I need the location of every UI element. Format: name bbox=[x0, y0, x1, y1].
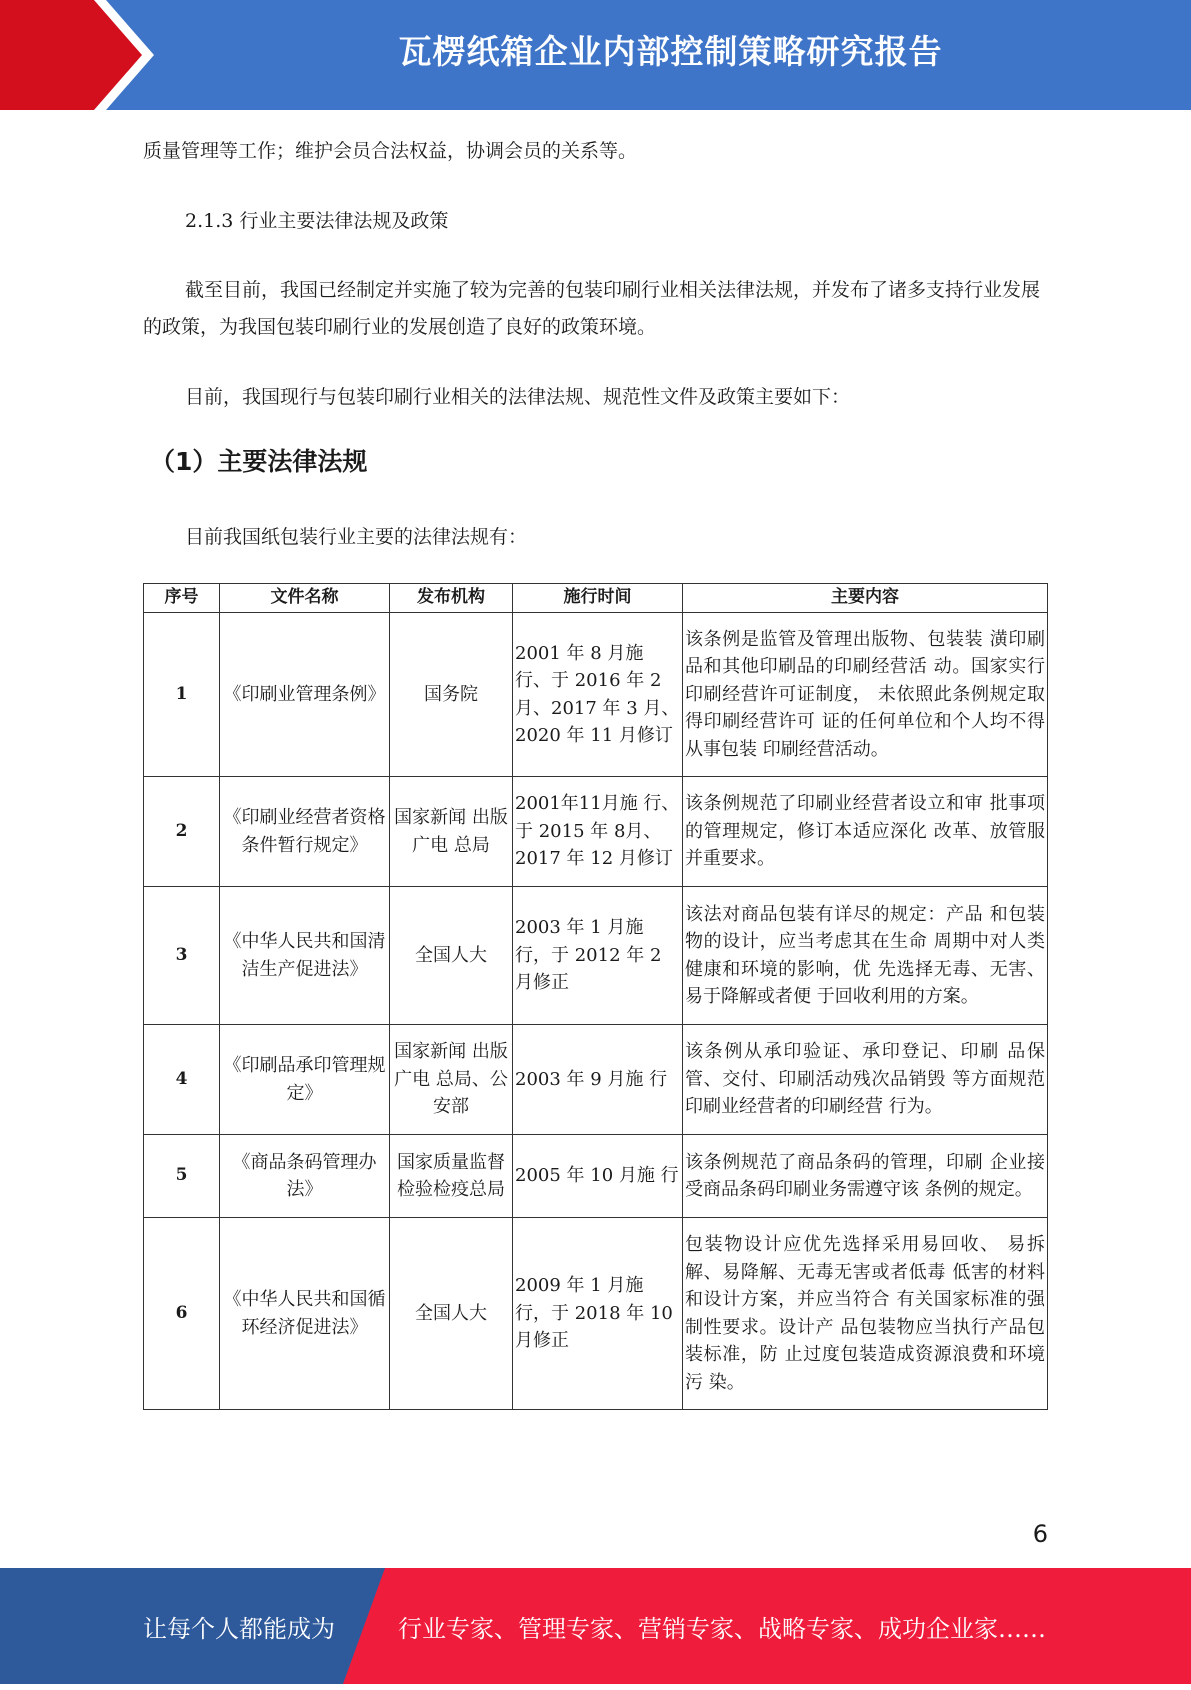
table-row bbox=[144, 1135, 1048, 1218]
subsection-heading: 2.1.3 行业主要法律法规及政策 bbox=[185, 210, 449, 232]
issuer: 国家新闻 出版广电 总局 bbox=[390, 777, 513, 887]
table-row bbox=[144, 1218, 1048, 1410]
row-number: 4 bbox=[144, 1025, 220, 1135]
table-row bbox=[144, 777, 1048, 887]
paragraph-continuation: 质量管理等工作；维护会员合法权益，协调会员的关系等。 bbox=[143, 140, 638, 162]
table-row bbox=[144, 613, 1048, 777]
main-content: 该法对商品包装有详尽的规定：产品 和包装物的设计，应当考虑其在生命 周期中对人类健康和环境的影响，优 先选择无毒、无害、易于降解或者便 于回收利用的方案。 bbox=[683, 887, 1048, 1025]
row-number: 2 bbox=[144, 777, 220, 887]
effective-date: 2001年11月施 行、于 2015 年 8月、2017 年 12 月修订 bbox=[513, 777, 683, 887]
issuer: 全国人大 bbox=[390, 1218, 513, 1410]
header-effective-date: 施行时间 bbox=[513, 584, 683, 613]
paragraph-table-intro: 目前我国纸包装行业主要的法律法规有： bbox=[185, 526, 528, 548]
main-content: 该条例是监管及管理出版物、包装装 潢印刷品和其他印刷品的印刷经营活 动。国家实行印刷经营许可证制度， 未依照此条例规定取得印刷经营许可 证的任何单位和个人均不得从事包装 印刷经营活动。 bbox=[683, 613, 1048, 777]
doc-name: 《印刷业管理条例》 bbox=[220, 613, 390, 777]
issuer: 国务院 bbox=[390, 613, 513, 777]
doc-name: 《中华人民共和国清洁生产促进法》 bbox=[220, 887, 390, 1025]
effective-date: 2009 年 1 月施 行，于 2018 年 10 月修正 bbox=[513, 1218, 683, 1410]
effective-date: 2001 年 8 月施 行、于 2016 年 2 月、2017 年 3 月、2020 年 11 月修订 bbox=[513, 613, 683, 777]
row-number: 6 bbox=[144, 1218, 220, 1410]
header-main-content: 主要内容 bbox=[683, 584, 1048, 613]
row-number: 3 bbox=[144, 887, 220, 1025]
page-footer bbox=[0, 1568, 1191, 1684]
doc-name: 《中华人民共和国循环经济促进法》 bbox=[220, 1218, 390, 1410]
paragraph-list-intro: 目前，我国现行与包装印刷行业相关的法律法规、规范性文件及政策主要如下： bbox=[185, 386, 851, 408]
main-content: 包装物设计应优先选择采用易回收、 易拆解、易降解、无毒无害或者低毒 低害的材料和设计方案，并应当符合 有关国家标准的强制性要求。设计产 品包装物应当执行产品包装标准，防 止过度包装造成资源浪费和环境污 染。 bbox=[683, 1218, 1048, 1410]
page-header bbox=[0, 0, 1191, 110]
row-number: 1 bbox=[144, 613, 220, 777]
main-content: 该条例规范了商品条码的管理，印刷 企业接受商品条码印刷业务需遵守该 条例的规定。 bbox=[683, 1135, 1048, 1218]
doc-name: 《商品条码管理办法》 bbox=[220, 1135, 390, 1218]
paragraph-intro: 截至目前，我国已经制定并实施了较为完善的包装印刷行业相关法律法规，并发布了诸多支持行业发展的政策，为我国包装印刷行业的发展创造了良好的政策环境。 bbox=[143, 279, 1041, 338]
header-red-arrow bbox=[0, 0, 150, 110]
header-issuer: 发布机构 bbox=[390, 584, 513, 613]
effective-date: 2003 年 1 月施 行，于 2012 年 2 月修正 bbox=[513, 887, 683, 1025]
section-title: （1）主要法律法规 bbox=[150, 447, 368, 476]
table-row bbox=[144, 887, 1048, 1025]
laws-table bbox=[143, 583, 1048, 1410]
page-number: 6 bbox=[1032, 1520, 1048, 1548]
effective-date: 2005 年 10 月施 行 bbox=[513, 1135, 683, 1218]
footer-slogan-left: 让每个人都能成为 bbox=[143, 1615, 335, 1643]
effective-date: 2003 年 9 月施 行 bbox=[513, 1025, 683, 1135]
main-content: 该条例从承印验证、承印登记、印刷 品保管、交付、印刷活动残次品销毁 等方面规范印刷业经营者的印刷经营 行为。 bbox=[683, 1025, 1048, 1135]
main-content: 该条例规范了印刷业经营者设立和审 批事项的管理规定，修订本适应深化 改革、放管服并重要求。 bbox=[683, 777, 1048, 887]
header-doc-name: 文件名称 bbox=[220, 584, 390, 613]
issuer: 全国人大 bbox=[390, 887, 513, 1025]
report-title: 瓦楞纸箱企业内部控制策略研究报告 bbox=[398, 32, 943, 71]
row-number: 5 bbox=[144, 1135, 220, 1218]
doc-name: 《印刷业经营者资格条件暂行规定》 bbox=[220, 777, 390, 887]
issuer: 国家质量监督检验检疫总局 bbox=[390, 1135, 513, 1218]
issuer: 国家新闻 出版广电 总局、公 安部 bbox=[390, 1025, 513, 1135]
doc-name: 《印刷品承印管理规定》 bbox=[220, 1025, 390, 1135]
table-header-row bbox=[144, 584, 1048, 613]
table-row bbox=[144, 1025, 1048, 1135]
header-seq: 序号 bbox=[144, 584, 220, 613]
footer-slogan-right: 行业专家、管理专家、营销专家、战略专家、成功企业家…… bbox=[398, 1615, 1046, 1643]
